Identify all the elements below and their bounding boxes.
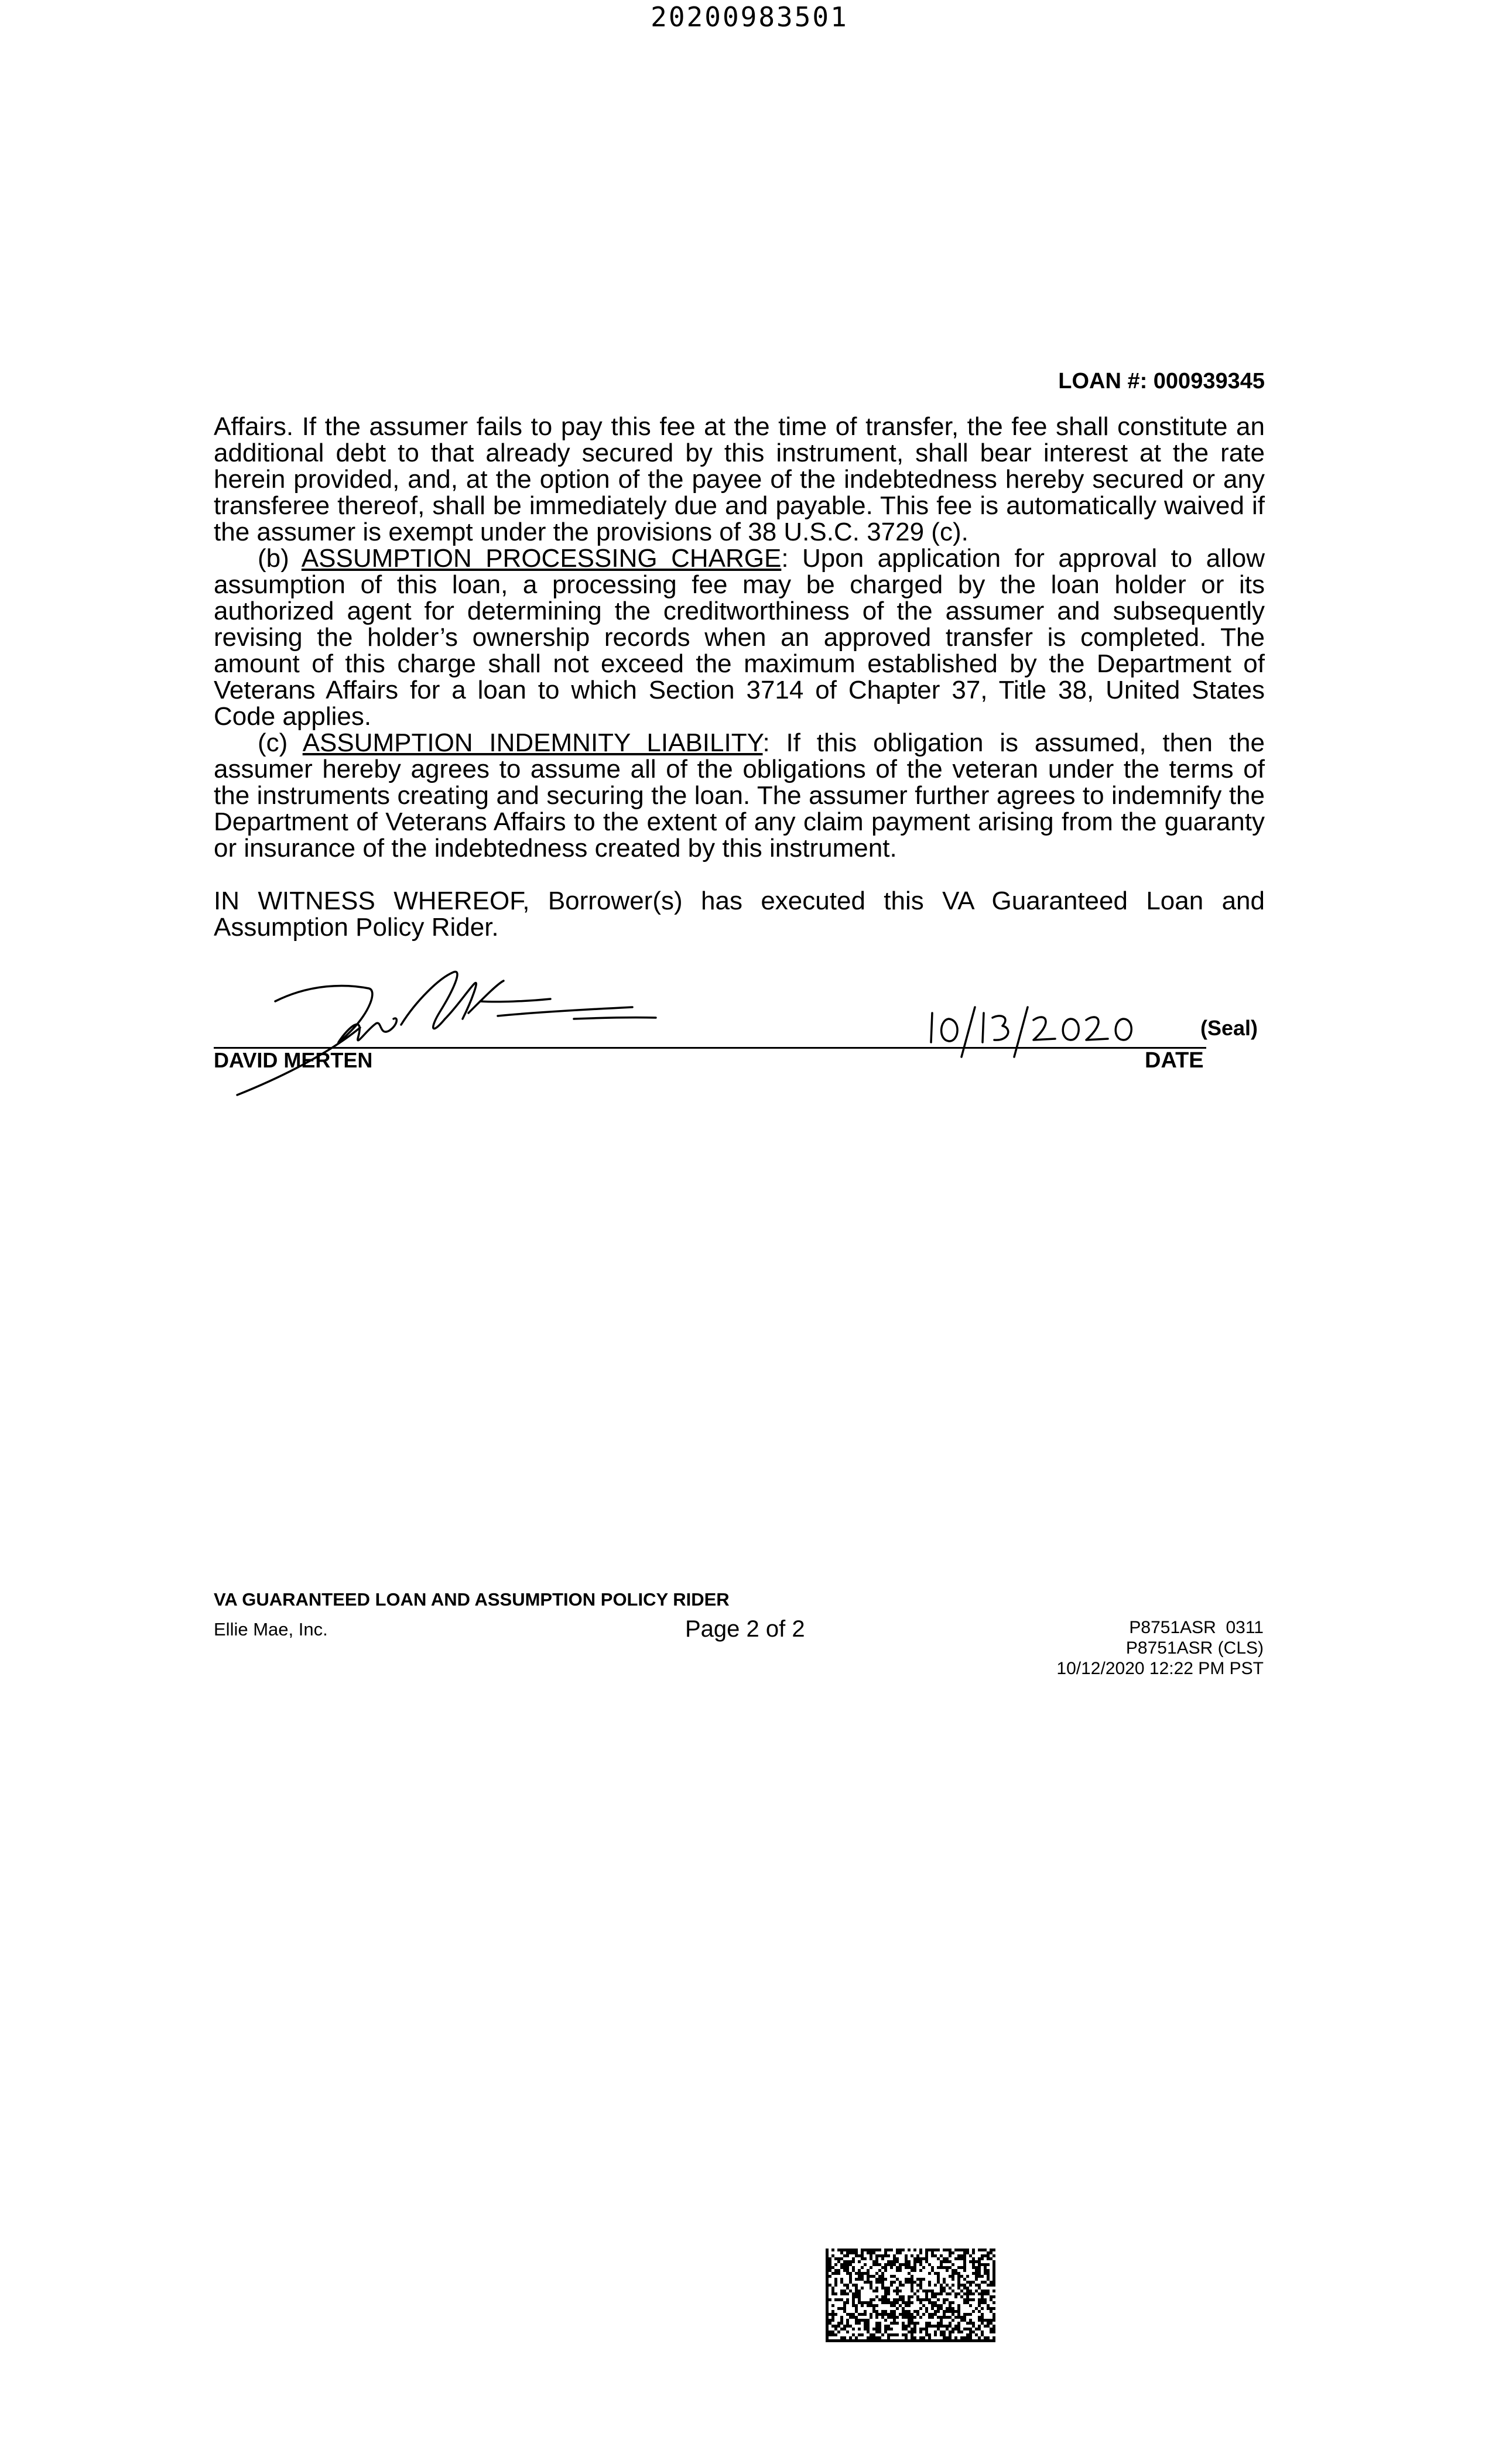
paragraph-c-text: : If this obligation is assumed, then the assumer hereby agrees to assume all of the obligations of the veteran under the terms of the instruments creating and securing the loan. The assumer further agrees to indemnify the Department of Veterans Affairs to the extent of any claim payment arising from the guaranty or insurance of the indebtedness created by this instrument. — [214, 728, 1265, 863]
paragraph-b-prefix: (b) — [258, 544, 302, 573]
handwritten-signature — [223, 960, 750, 1101]
paragraph-c — [214, 730, 1265, 861]
handwritten-date — [925, 1001, 1171, 1066]
date-label: DATE — [1145, 1048, 1204, 1073]
paragraph-c-heading: ASSUMPTION INDEMNITY LIABILITY — [302, 728, 763, 757]
paragraph-a-continued: Affairs. If the assumer fails to pay this fee at the time of transfer, the fee shall constitute an additional debt to that already secured by this instrument, shall bear interest at the rate herein provided, and, at the option of the payee of the indebtedness hereby secured or any transferee thereof, shall be immediately due and payable. This fee is automatically waived if the assumer is exempt under the provisions of 38 U.S.C. 3729 (c). — [214, 412, 1265, 546]
form-title: VA GUARANTEED LOAN AND ASSUMPTION POLICY RIDER — [214, 1589, 730, 1610]
form-code-1: P8751ASR 0311 — [1129, 1618, 1264, 1637]
paragraph-b — [214, 545, 1265, 730]
barcode-icon — [826, 2249, 995, 2342]
signer-name: DAVID MERTEN — [214, 1048, 373, 1072]
form-code-2: P8751ASR (CLS) — [1125, 1638, 1264, 1658]
paragraph-b-text: : Upon application for approval to allow assumption of this loan, a processing fee may be charged by the loan holder or its authorized agent for determining the creditworthiness of the assumer and subsequently revising the holder’s ownership records when an approved transfer is completed. The amount of this charge shall not exceed the maximum established by the Department of Veterans Affairs for a loan to which Section 3714 of Chapter 37, Title 38, United States Code applies. — [214, 544, 1265, 731]
loan-number: LOAN #: 000939345 — [1058, 369, 1265, 393]
paragraph-c-prefix: (c) — [258, 728, 303, 757]
page-number: Page 2 of 2 — [685, 1616, 805, 1642]
seal-label: (Seal) — [1200, 1016, 1258, 1040]
company-name: Ellie Mae, Inc. — [214, 1619, 328, 1640]
form-codes — [1056, 1617, 1264, 1679]
date-line — [755, 1047, 1206, 1049]
witness-statement: IN WITNESS WHEREOF, Borrower(s) has executed this VA Guaranteed Loan and Assumption Policy Rider. — [214, 887, 1265, 942]
rider-body — [214, 413, 1265, 940]
paragraph-b-heading: ASSUMPTION PROCESSING CHARGE — [301, 544, 782, 573]
print-timestamp: 10/12/2020 12:22 PM PST — [1056, 1659, 1264, 1678]
document-number: 20200983501 — [651, 1, 848, 33]
